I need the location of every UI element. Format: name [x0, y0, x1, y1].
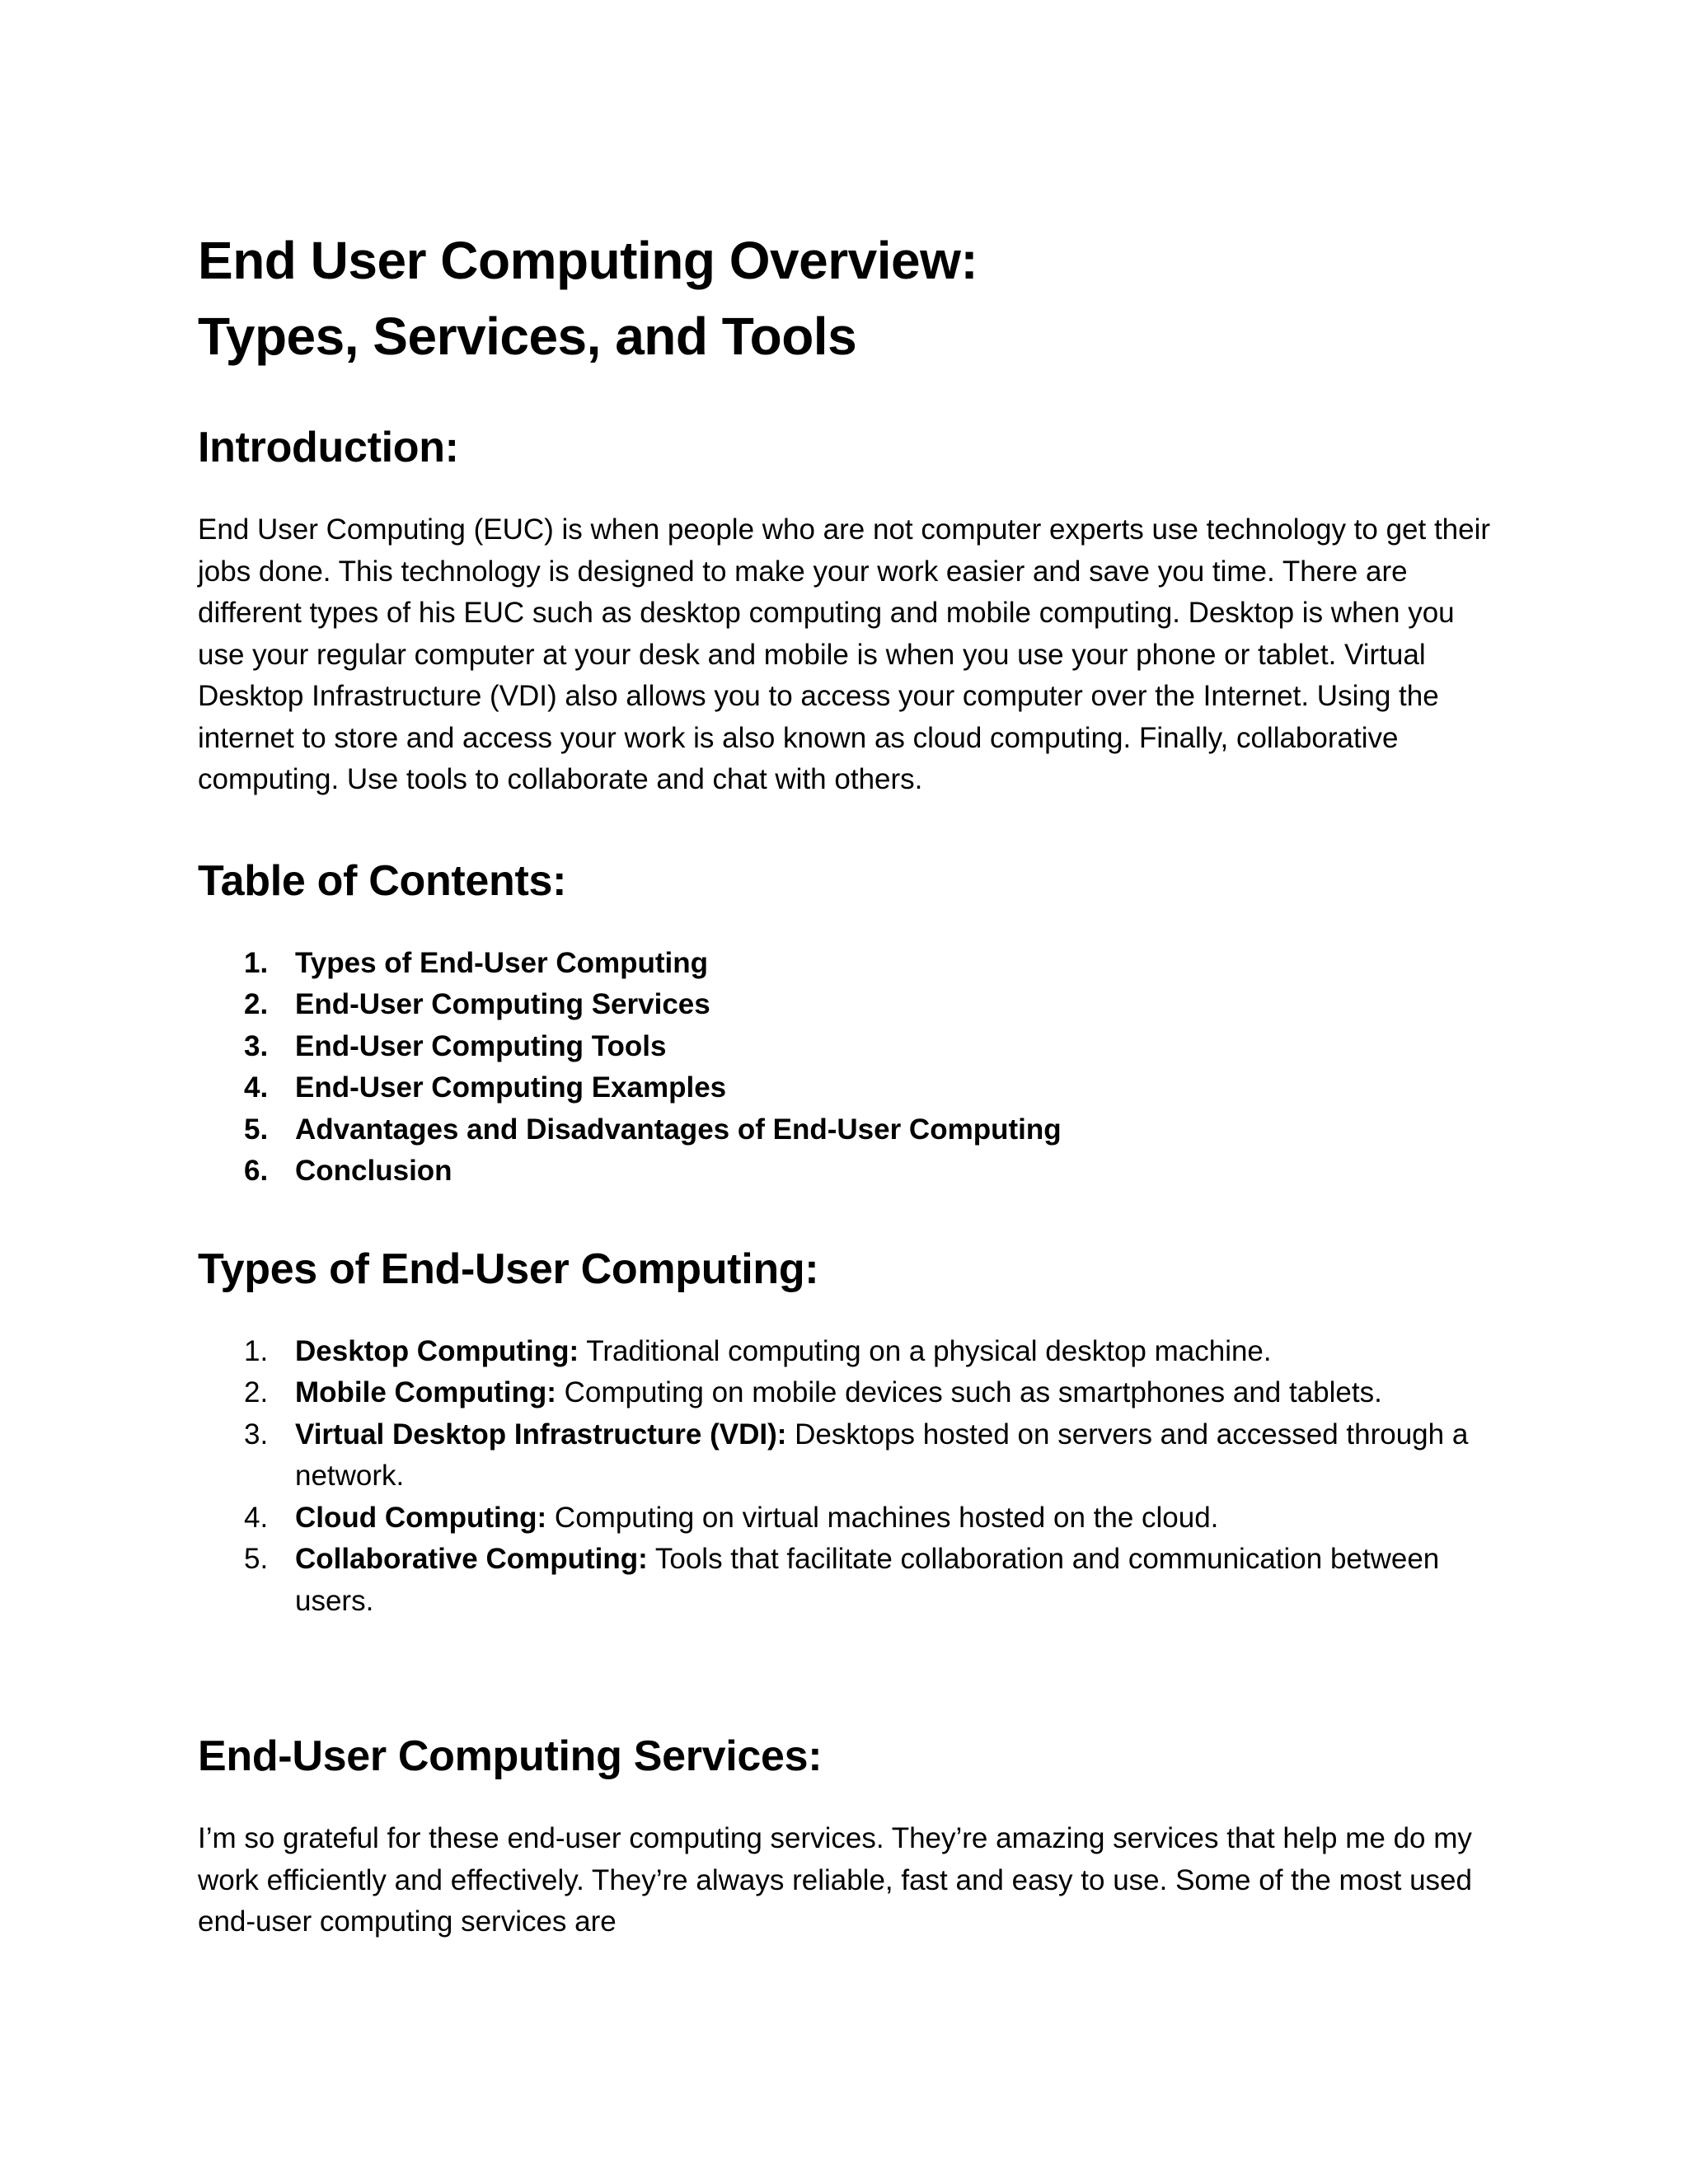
title-line-2: Types, Services, and Tools: [198, 307, 857, 366]
types-item-number: 3.: [244, 1418, 269, 1451]
toc-item-number: 1.: [244, 946, 269, 979]
toc-item-label: End-User Computing Tools: [295, 1029, 667, 1062]
document-title: [198, 223, 1500, 374]
types-item-description: Tools that facilitate collaboration and communication between users.: [295, 1543, 1440, 1617]
types-item-description: Computing on mobile devices such as smartphones and tablets.: [556, 1376, 1382, 1408]
types-item-number: 5.: [244, 1543, 269, 1575]
services-paragraph: I’m so grateful for these end-user computing services. They’re amazing services that help me do my work efficiently and effectively. They’re always reliable, fast and easy to use. Some of the most used end-user computing services are: [198, 1822, 1472, 1938]
toc-item: [198, 984, 1500, 1026]
toc-item: [198, 1109, 1500, 1151]
types-list-item: [198, 1414, 1500, 1497]
types-item-number: 4.: [244, 1501, 269, 1534]
types-item-description: Traditional computing on a physical desktop machine.: [579, 1334, 1272, 1367]
toc-item-label: End-User Computing Examples: [295, 1071, 727, 1104]
toc-item-label: Conclusion: [295, 1155, 452, 1187]
toc-item-number: 6.: [244, 1155, 269, 1187]
types-item-number: 1.: [244, 1334, 269, 1367]
types-item-term: Cloud Computing:: [295, 1501, 547, 1534]
title-line-1: End User Computing Overview:: [198, 231, 978, 290]
types-list-item: [198, 1372, 1500, 1414]
toc-item-number: 4.: [244, 1071, 269, 1104]
table-of-contents-list: [198, 943, 1500, 1193]
toc-item-number: 2.: [244, 988, 269, 1020]
types-item-description: Desktops hosted on servers and accessed through a network.: [295, 1418, 1469, 1492]
toc-item: [198, 1026, 1500, 1068]
types-list-item: [198, 1331, 1500, 1373]
types-list: [198, 1331, 1500, 1623]
types-item-number: 2.: [244, 1376, 269, 1408]
types-heading: Types of End-User Computing:: [198, 1244, 819, 1293]
toc-item: [198, 1151, 1500, 1193]
types-item-term: Virtual Desktop Infrastructure (VDI):: [295, 1418, 787, 1451]
toc-item-label: Types of End-User Computing: [295, 946, 709, 979]
introduction-heading: Introduction:: [198, 424, 459, 471]
toc-item-number: 3.: [244, 1029, 269, 1062]
toc-item-number: 5.: [244, 1113, 269, 1146]
types-list-item: [198, 1539, 1500, 1622]
table-of-contents-heading: Table of Contents:: [198, 856, 567, 905]
types-item-term: Collaborative Computing:: [295, 1543, 648, 1575]
toc-item: [198, 943, 1500, 985]
toc-item-label: Advantages and Disadvantages of End-User Computing: [295, 1113, 1062, 1146]
services-heading: End-User Computing Services:: [198, 1732, 823, 1780]
types-list-item: [198, 1497, 1500, 1540]
types-item-term: Mobile Computing:: [295, 1376, 556, 1408]
types-item-term: Desktop Computing:: [295, 1334, 579, 1367]
toc-item: [198, 1067, 1500, 1109]
document-page: [198, 223, 1500, 1943]
types-item-description: Computing on virtual machines hosted on the cloud.: [546, 1501, 1219, 1534]
introduction-paragraph: End User Computing (EUC) is when people who are not computer experts use technology to get their jobs done. This technology is designed to make your work easier and save you time. There are different types of his EUC such as desktop computing and mobile computing. Desktop is when you use your regular computer at your desk and mobile is when you use your phone or tablet. Virtual Desktop Infrastructure (VDI) also allows you to access your computer over the Internet. Using the internet to store and access your work is also known as cloud computing. Finally, collaborative computing. Use tools to collaborate and chat with others.: [198, 513, 1491, 795]
toc-item-label: End-User Computing Services: [295, 988, 710, 1020]
